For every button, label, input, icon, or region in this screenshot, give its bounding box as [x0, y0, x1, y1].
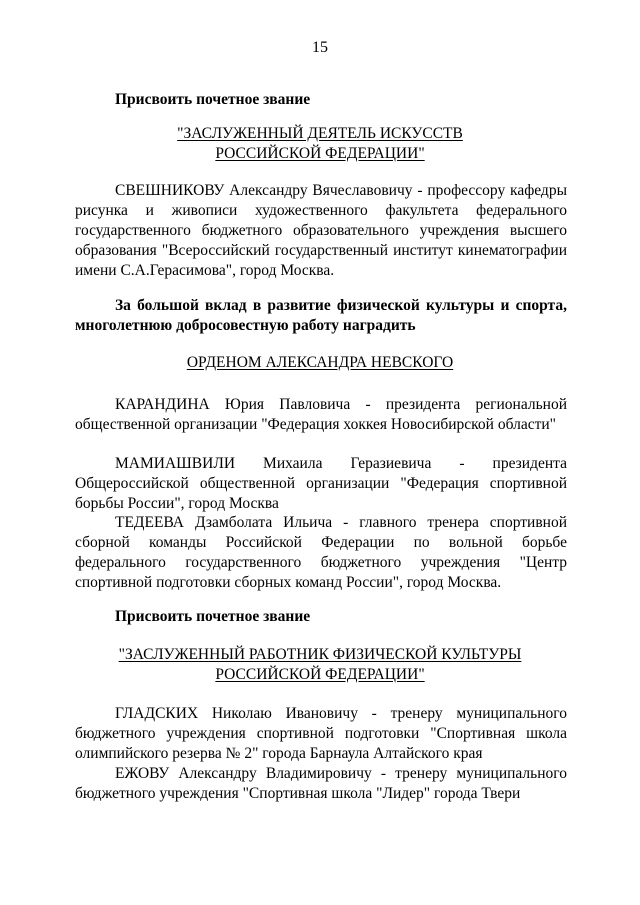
section3-title-line2: РОССИЙСКОЙ ФЕДЕРАЦИИ" [215, 666, 425, 683]
section2-title: ОРДЕНОМ АЛЕКСАНДРА НЕВСКОГО [186, 354, 454, 371]
section3-title-line1: "ЗАСЛУЖЕННЫЙ РАБОТНИК ФИЗИЧЕСКОЙ КУЛЬТУРЫ [118, 646, 522, 663]
section2-entry-tedeev: ТЕДЕЕВА Дзамболата Ильича - главного тренера спортивной сборной команды Российской Федерации по вольной борьбе федерального государственного бюджетного учреждения "Центр спортивной подготовки сборных команд России", город Москва. [75, 514, 567, 591]
section2-heading: За большой вклад в развитие физической культуры и спорта, многолетнюю добросовестную работу наградить [75, 297, 567, 334]
page-number: 15 [312, 39, 328, 56]
section3-entry-gladskikh: ГЛАДСКИХ Николаю Ивановичу - тренеру муниципального бюджетного учреждения спортивной подготовки "Спортивная школа олимпийского резерва № 2" города Барнаула Алтайского края [75, 705, 567, 762]
section1-heading: Присвоить почетное звание [115, 91, 311, 108]
section2-entry-karandin: КАРАНДИНА Юрия Павловича - президента региональной общественной организации "Федерация хоккея Новосибирской области" [75, 396, 567, 433]
section2-entry-mamiashvili: МАМИАШВИЛИ Михаила Геразиевича - президента Общероссийской общественной организации "Федерация спортивной борьбы России", город Москва [75, 455, 567, 512]
section1-title-line2: РОССИЙСКОЙ ФЕДЕРАЦИИ" [215, 145, 425, 162]
section3-heading: Присвоить почетное звание [115, 608, 311, 625]
section1-title-line1: "ЗАСЛУЖЕННЫЙ ДЕЯТЕЛЬ ИСКУССТВ [177, 125, 463, 142]
section3-entry-ezhov: ЕЖОВУ Александру Владимировичу - тренеру муниципального бюджетного учреждения "Спортивная школа "Лидер" города Твери [75, 765, 567, 802]
section1-entry: СВЕШНИКОВУ Александру Вячеславовичу - профессору кафедры рисунка и живописи художественного факультета федерального государственного бюджетного образовательного учреждения высшего образования "Всероссийский государственный институт кинематографии имени С.А.Герасимова", город Москва. [75, 182, 567, 279]
